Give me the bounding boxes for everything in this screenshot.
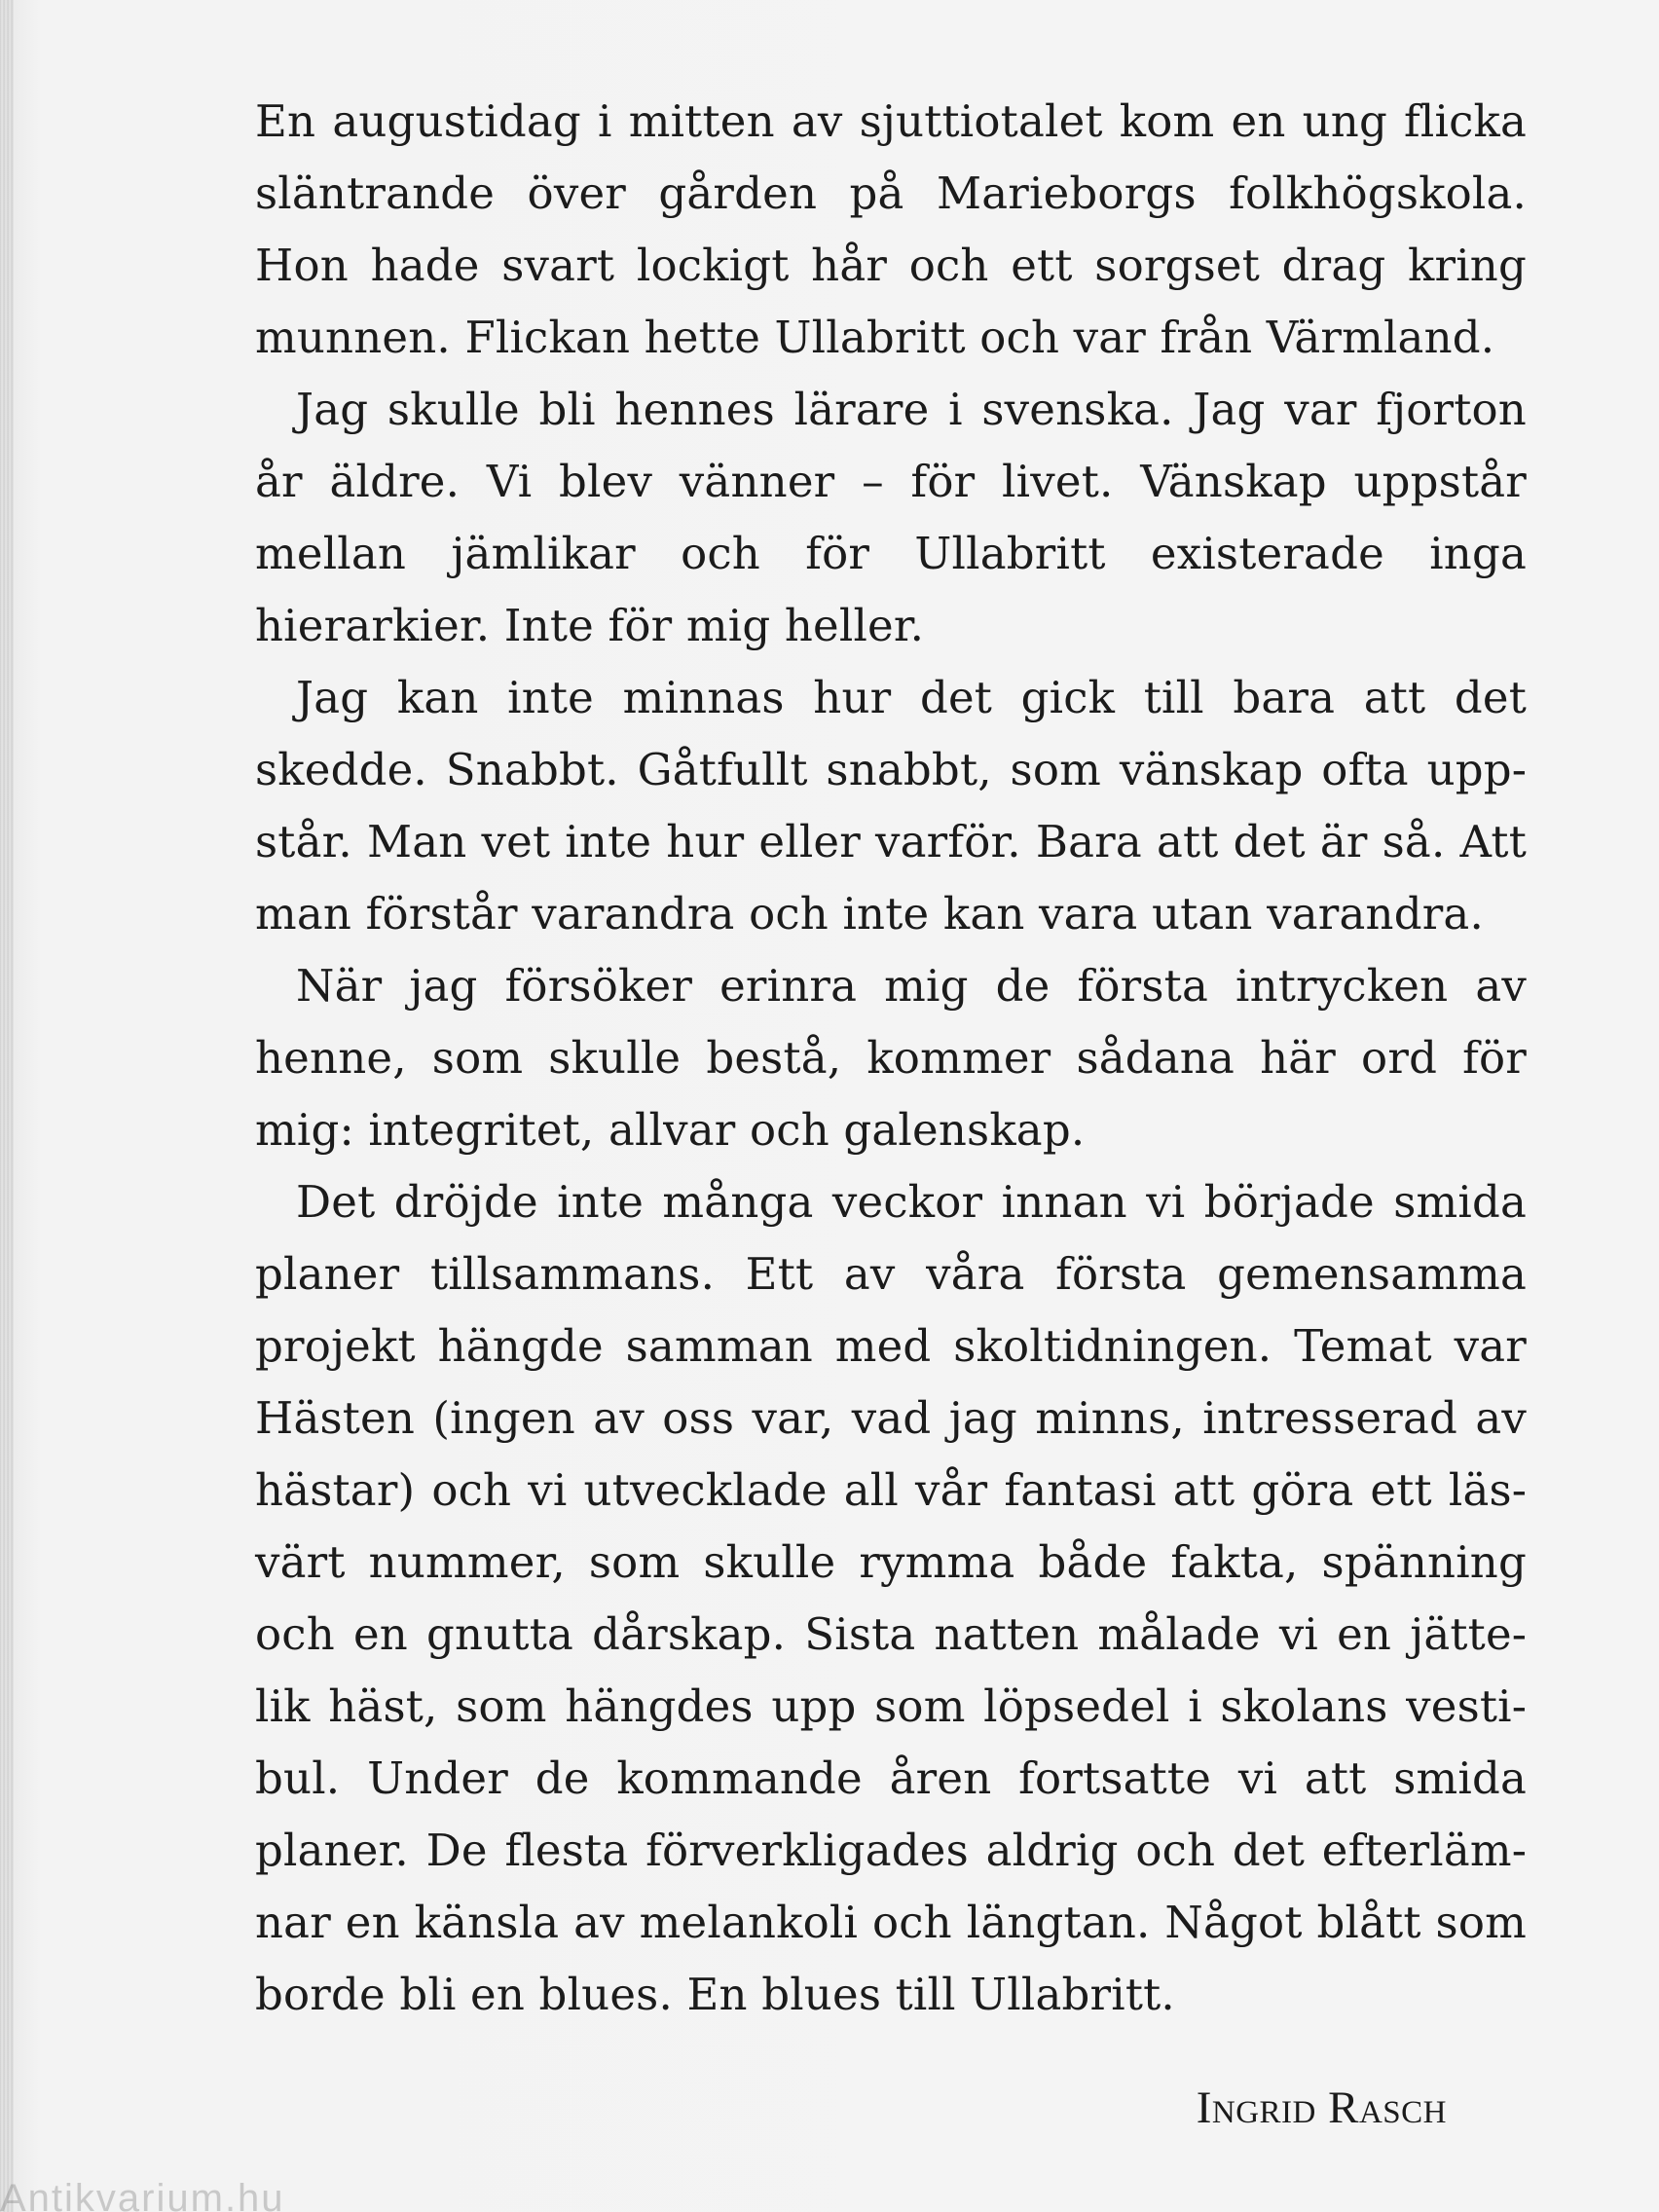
page-edge — [0, 0, 14, 2212]
paragraph-4: När jag försöker erinra mig de första intrycken av henne, som skulle bestå, kommer sådana här ord för mig: integritet, allvar och galenskap. — [255, 960, 1527, 1156]
paragraph-2: Jag skulle bli hennes lärare i svenska. Jag var fjorton år äldre. Vi blev vänner – för livet. Vänskap uppstår mellan jämlikar och för Ullabritt existerade inga hierarkier. Inte för mig heller. — [255, 384, 1527, 651]
watermark: Antikvarium.hu — [0, 2177, 285, 2212]
paragraph-5: Det dröjde inte många veckor innan vi började smida planer tillsammans. Ett av våra första gemensamma projekt hängde samman med skoltidningen. Temat var Hästen (ingen av oss var, vad jag minns, intresserad av hästar) och vi utvecklade all vår fantasi att göra ett läsvärt nummer, som skulle rymma både fakta, spänning och en gnutta dårskap. Sista natten målade vi en jättelik häst, som hängdes upp som löpsedel i skolans vestibul. Under de kommande åren fortsatte vi att smida planer. De flesta förverkligades aldrig och det efterlämnar en känsla av melankoli och längtan. Något blått som borde bli en blues. En blues till Ullabritt. — [255, 1176, 1527, 2020]
author-signature: Ingrid Rasch — [1196, 2083, 1447, 2133]
body-text — [255, 86, 1527, 2031]
paragraph-3: Jag kan inte minnas hur det gick till bara att det skedde. Snabbt. Gåtfullt snabbt, som vänskap ofta uppstår. Man vet inte hur eller varför. Bara att det är så. Att man förstår varandra och inte kan vara utan varandra. — [255, 672, 1527, 940]
paragraph-1: En augustidag i mitten av sjuttiotalet kom en ung flicka släntrande över gården på Marieborgs folkhögskola. Hon hade svart lockigt hår och ett sorgset drag kring munnen. Flickan hette Ullabritt och var från Värmland. — [255, 95, 1527, 363]
